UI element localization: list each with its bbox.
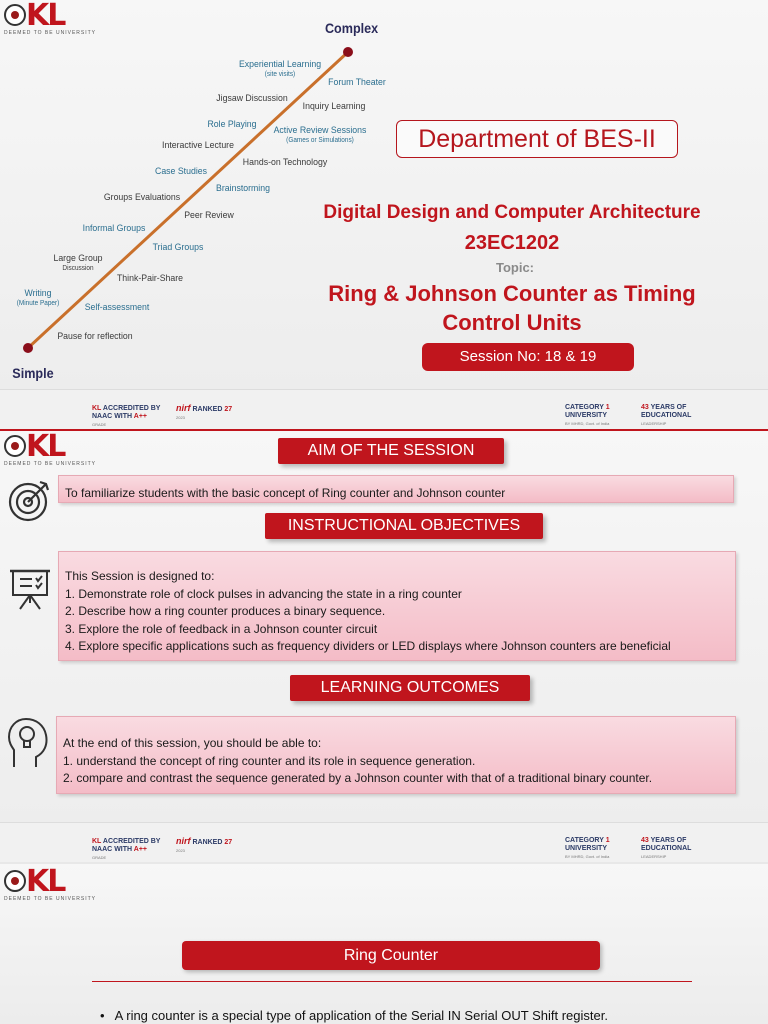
ladder-item-text: Forum Theater xyxy=(328,77,386,88)
objective-item: 2. Describe how a ring counter produces a binary sequence. xyxy=(65,604,386,618)
ladder-item xyxy=(239,60,321,80)
ladder-item xyxy=(216,94,287,104)
ladder-item xyxy=(303,102,366,112)
ladder-item-text: Jigsaw Discussion xyxy=(216,93,288,104)
ladder-item-text: Hands-on Technology xyxy=(242,157,328,168)
ladder-item-text: Triad Groups xyxy=(152,242,204,253)
objective-item: 4. Explore specific applications such as frequency dividers or LED displays where Johnson counters are beneficial xyxy=(65,639,671,653)
objectives-box xyxy=(58,551,736,661)
ladder-item xyxy=(328,78,386,88)
nirf-ranking: nirf RANKED 27 2023 xyxy=(176,836,233,853)
course-code: 23EC1202 xyxy=(464,232,560,254)
ladder-item xyxy=(85,303,150,313)
topic-line-1: Ring & Johnson Counter as Timing xyxy=(328,281,696,306)
topic-label: Topic: xyxy=(495,260,535,275)
logo-brand: KL xyxy=(26,0,65,33)
outcomes-box xyxy=(56,716,736,794)
category-badge: CATEGORY 1 UNIVERSITY BY MHRD, Govt. of India xyxy=(565,837,610,859)
naac-accreditation: KL ACCREDITED BY NAAC WITH A++ GRADE xyxy=(92,838,161,860)
years-badge: 43 YEARS OF EDUCATIONAL LEADERSHIP xyxy=(641,404,692,426)
ladder-item-text: Peer Review xyxy=(184,210,234,221)
ladder-item-text: Interactive Lecture xyxy=(162,140,234,151)
ladder-item-text: Groups Evaluations xyxy=(103,192,181,203)
ladder-item xyxy=(153,243,204,253)
complex-label: Complex xyxy=(324,20,379,36)
ladder-item-text: Pause for reflection xyxy=(57,331,133,342)
kl-logo xyxy=(4,864,96,904)
footer-strip xyxy=(0,822,768,862)
objectives-intro: This Session is designed to: xyxy=(65,569,215,583)
ladder-item-subtext: (site visits) xyxy=(264,71,296,78)
target-icon xyxy=(6,476,54,524)
logo-tagline: DEEMED TO BE UNIVERSITY xyxy=(4,461,96,467)
naac-accreditation: KL ACCREDITED BY NAAC WITH A++ GRADE xyxy=(92,405,161,427)
ladder-item-text: Large Group xyxy=(53,253,103,264)
nirf-ranking: nirf RANKED 27 2023 xyxy=(176,403,233,420)
ladder-item xyxy=(117,274,183,284)
simple-label: Simple xyxy=(12,365,54,381)
ladder-item-text: Experiential Learning xyxy=(238,59,322,70)
ladder-item xyxy=(104,193,180,203)
session-badge: Session No: 18 & 19 xyxy=(422,343,634,371)
footer-strip xyxy=(0,389,768,429)
bullet-text: A ring counter is a special type of application of the Serial IN Serial OUT Shift register. xyxy=(114,1008,608,1023)
slide-title xyxy=(0,0,768,429)
years-badge: 43 YEARS OF EDUCATIONAL LEADERSHIP xyxy=(641,837,692,859)
objective-item: 3. Explore the role of feedback in a Johnson counter circuit xyxy=(65,621,378,636)
course-name: Digital Design and Computer Architecture xyxy=(323,202,701,223)
ladder-item-text: Self-assessment xyxy=(84,302,150,313)
aim-box xyxy=(58,475,734,503)
aim-title: AIM OF THE SESSION xyxy=(278,438,504,464)
outcomes-intro: At the end of this session, you should be able to: xyxy=(63,736,322,750)
objectives-title: INSTRUCTIONAL OBJECTIVES xyxy=(265,513,543,539)
ladder-item xyxy=(274,126,367,146)
logo-brand: KL xyxy=(26,864,65,899)
ladder-item xyxy=(53,254,102,274)
ladder-item-text: Role Playing xyxy=(207,119,257,130)
ladder-item-subtext: (Minute Paper) xyxy=(16,300,60,307)
ladder-item xyxy=(162,141,234,151)
head-lightbulb-icon xyxy=(6,717,52,769)
outcomes-title: LEARNING OUTCOMES xyxy=(290,675,530,701)
outcome-item: 1. understand the concept of ring counter and its role in sequence generation. xyxy=(63,753,476,768)
department-title: Department of BES-II xyxy=(396,120,678,158)
university-seal-icon xyxy=(4,435,26,457)
logo-tagline: DEEMED TO BE UNIVERSITY xyxy=(4,896,96,902)
ladder-item-subtext: (Games or Simulations) xyxy=(286,137,354,144)
ladder-item xyxy=(17,289,60,309)
ladder-item xyxy=(207,120,256,130)
ladder-item-text: Informal Groups xyxy=(82,223,146,234)
slide-aims xyxy=(0,431,768,862)
bullet-item: • A ring counter is a special type of application of the Serial IN Serial OUT Shift register. xyxy=(100,1008,608,1023)
slide-ring-counter xyxy=(0,864,768,1024)
aim-text: To familiarize students with the basic concept of Ring counter and Johnson counter xyxy=(65,486,506,500)
ladder-item xyxy=(57,332,132,342)
ladder-item-text: Think-Pair-Share xyxy=(116,273,184,284)
title-underline xyxy=(92,981,692,982)
outcome-item: 2. compare and contrast the sequence generated by a Johnson counter with that of a traditional binary counter. xyxy=(63,771,653,785)
ladder-item-text: Active Review Sessions xyxy=(273,125,367,136)
kl-logo xyxy=(4,431,96,469)
ladder-item xyxy=(155,167,207,177)
ladder-item-text: Case Studies xyxy=(155,166,207,177)
ladder-item xyxy=(216,184,270,194)
ladder-item-text: Brainstorming xyxy=(216,183,270,194)
ladder-item xyxy=(243,158,327,168)
ladder-item-text: Writing xyxy=(24,288,52,299)
ring-counter-title: Ring Counter xyxy=(182,941,600,970)
presentation-board-icon xyxy=(8,565,54,611)
logo-brand: KL xyxy=(26,431,65,464)
ladder-item-text: Inquiry Learning xyxy=(302,101,366,112)
topic-line-2: Control Units xyxy=(442,310,582,335)
objective-item: 1. Demonstrate role of clock pulses in advancing the state in a ring counter xyxy=(65,586,462,601)
logo-tagline: DEEMED TO BE UNIVERSITY xyxy=(4,30,96,36)
ladder-item xyxy=(184,211,234,221)
ladder-item xyxy=(83,224,146,234)
ladder-item-subtext: Discussion xyxy=(62,265,94,272)
university-seal-icon xyxy=(4,870,26,892)
category-badge: CATEGORY 1 UNIVERSITY BY MHRD, Govt. of India xyxy=(565,404,610,426)
